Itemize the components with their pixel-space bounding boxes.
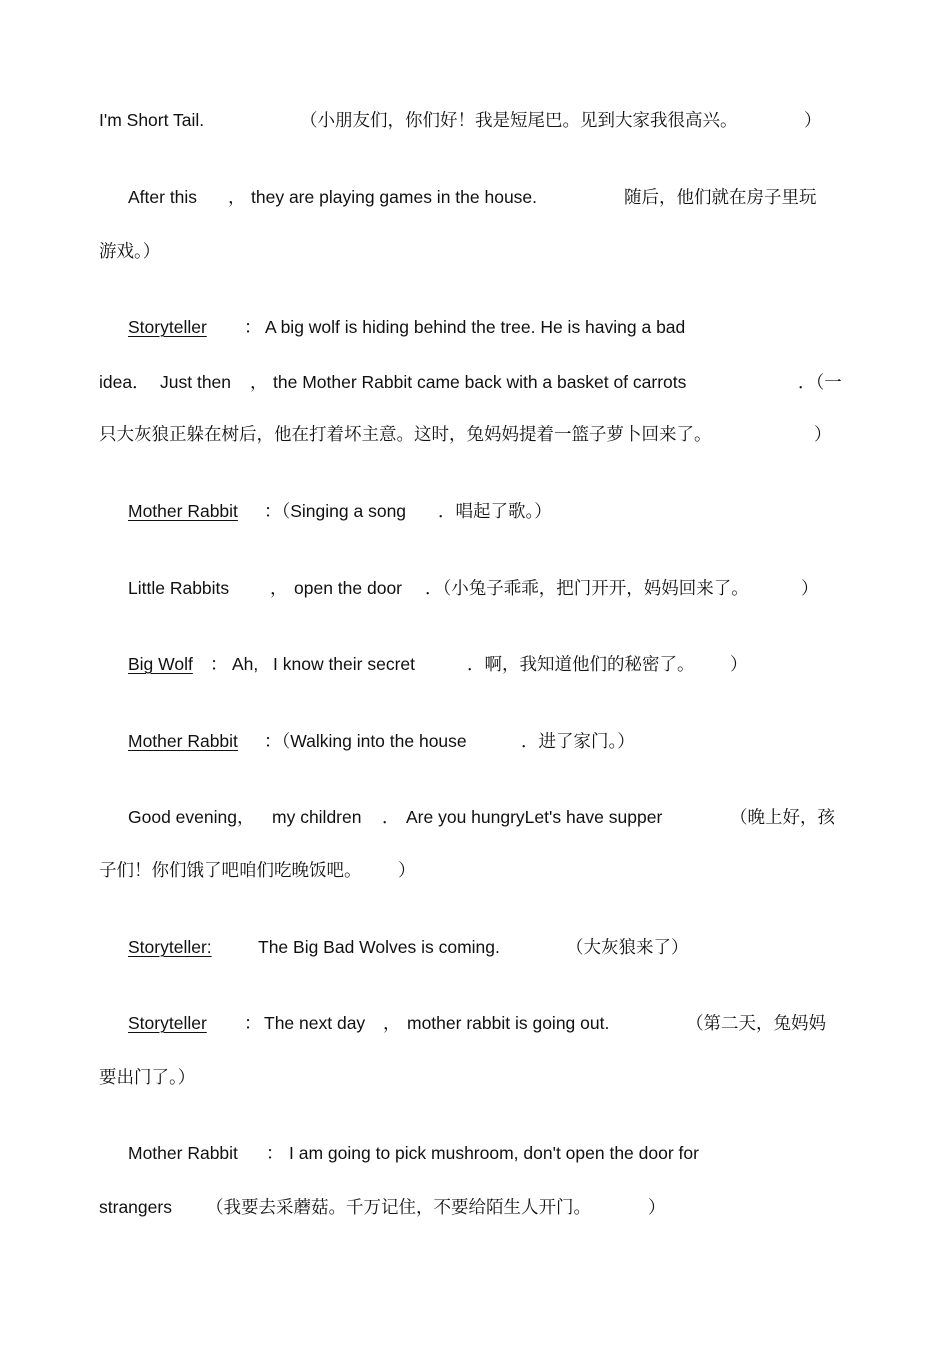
dialogue-punct: ， bbox=[383, 1013, 401, 1033]
dialogue-line: ：（Walking into the house bbox=[264, 731, 467, 751]
dialogue-line: ：（Singing a song bbox=[264, 501, 407, 521]
dialogue-line: The Big Bad Wolves is coming. bbox=[258, 937, 500, 957]
dialogue-translation: （晚上好，孩 bbox=[730, 807, 835, 827]
dialogue-colon: ： bbox=[210, 654, 228, 674]
dialogue-colon: ： bbox=[266, 1143, 284, 1163]
dialogue-translation: 要出门了。） bbox=[99, 1067, 196, 1087]
dialogue-translation: 只大灰狼正躲在树后，他在打着坏主意。这时，兔妈妈提着一篮子萝卜回来了。 bbox=[99, 424, 712, 444]
dialogue-line: The next day bbox=[264, 1013, 366, 1033]
dialogue-line: they are playing games in the house. bbox=[251, 187, 538, 207]
dialogue-translation: 游戏。） bbox=[99, 241, 161, 261]
dialogue-punct: ， bbox=[228, 187, 246, 207]
dialogue-line: I am going to pick mushroom, don't open the door for bbox=[289, 1143, 699, 1163]
dialogue-translation: （第二天，兔妈妈 bbox=[686, 1013, 826, 1033]
dialogue-bracket: ） bbox=[648, 1197, 666, 1217]
dialogue-line: my children bbox=[272, 807, 362, 827]
dialogue-punct: ， bbox=[250, 372, 268, 392]
dialogue-bracket: ） bbox=[398, 860, 416, 880]
speaker-label: Big Wolf bbox=[128, 654, 193, 674]
speaker-label: Storyteller bbox=[128, 1013, 207, 1033]
dialogue-line: idea． bbox=[99, 372, 150, 392]
dialogue-translation: （小朋友们，你们好！我是短尾巴。见到大家我很高兴。 bbox=[300, 110, 738, 130]
dialogue-translation: ．（一 bbox=[798, 372, 842, 392]
dialogue-bracket: ） bbox=[814, 424, 832, 444]
speaker-label: Storyteller bbox=[128, 317, 207, 337]
dialogue-line: mother rabbit is going out. bbox=[407, 1013, 610, 1033]
dialogue-translation: （大灰狼来了） bbox=[566, 937, 689, 957]
dialogue-line: I know their secret bbox=[273, 654, 415, 674]
dialogue-translation: ．啊，我知道他们的秘密了。 bbox=[467, 654, 695, 674]
dialogue-line: Good evening， bbox=[128, 807, 255, 827]
dialogue-line: the Mother Rabbit came back with a basket of carrots bbox=[273, 372, 687, 392]
dialogue-bracket: ） bbox=[730, 654, 748, 674]
dialogue-translation: ．进了家门。） bbox=[521, 731, 635, 751]
dialogue-line: Ah, bbox=[232, 654, 259, 674]
dialogue-translation: ．（小兔子乖乖，把门开开，妈妈回来了。 bbox=[425, 578, 749, 598]
dialogue-line: After this bbox=[128, 187, 198, 207]
dialogue-line: Just then bbox=[160, 372, 232, 392]
dialogue-colon: ： bbox=[244, 317, 262, 337]
dialogue-line: Little Rabbits bbox=[128, 578, 230, 598]
speaker-label: Storyteller: bbox=[128, 937, 212, 957]
dialogue-line: A big wolf is hiding behind the tree. He is having a bad bbox=[265, 317, 686, 337]
dialogue-line: Are you hungryLet's have supper bbox=[406, 807, 663, 827]
dialogue-punct: ， bbox=[270, 578, 288, 598]
speaker-label: Mother Rabbit bbox=[128, 731, 238, 751]
dialogue-translation: ．唱起了歌。） bbox=[438, 501, 552, 521]
dialogue-line: I'm Short Tail. bbox=[99, 110, 205, 130]
speaker-label: Mother Rabbit bbox=[128, 1143, 238, 1163]
dialogue-bracket: ） bbox=[804, 110, 822, 130]
dialogue-punct: ． bbox=[382, 807, 400, 827]
dialogue-translation: 子们！你们饿了吧咱们吃晚饭吧。 bbox=[99, 860, 362, 880]
dialogue-translation: 随后，他们就在房子里玩 bbox=[624, 187, 817, 207]
dialogue-bracket: ） bbox=[801, 578, 819, 598]
speaker-label: Mother Rabbit bbox=[128, 501, 238, 521]
dialogue-line: open the door bbox=[294, 578, 403, 598]
dialogue-line: strangers bbox=[99, 1197, 172, 1217]
dialogue-translation: （我要去采蘑菇。千万记住，不要给陌生人开门。 bbox=[206, 1197, 591, 1217]
dialogue-colon: ： bbox=[244, 1013, 262, 1033]
